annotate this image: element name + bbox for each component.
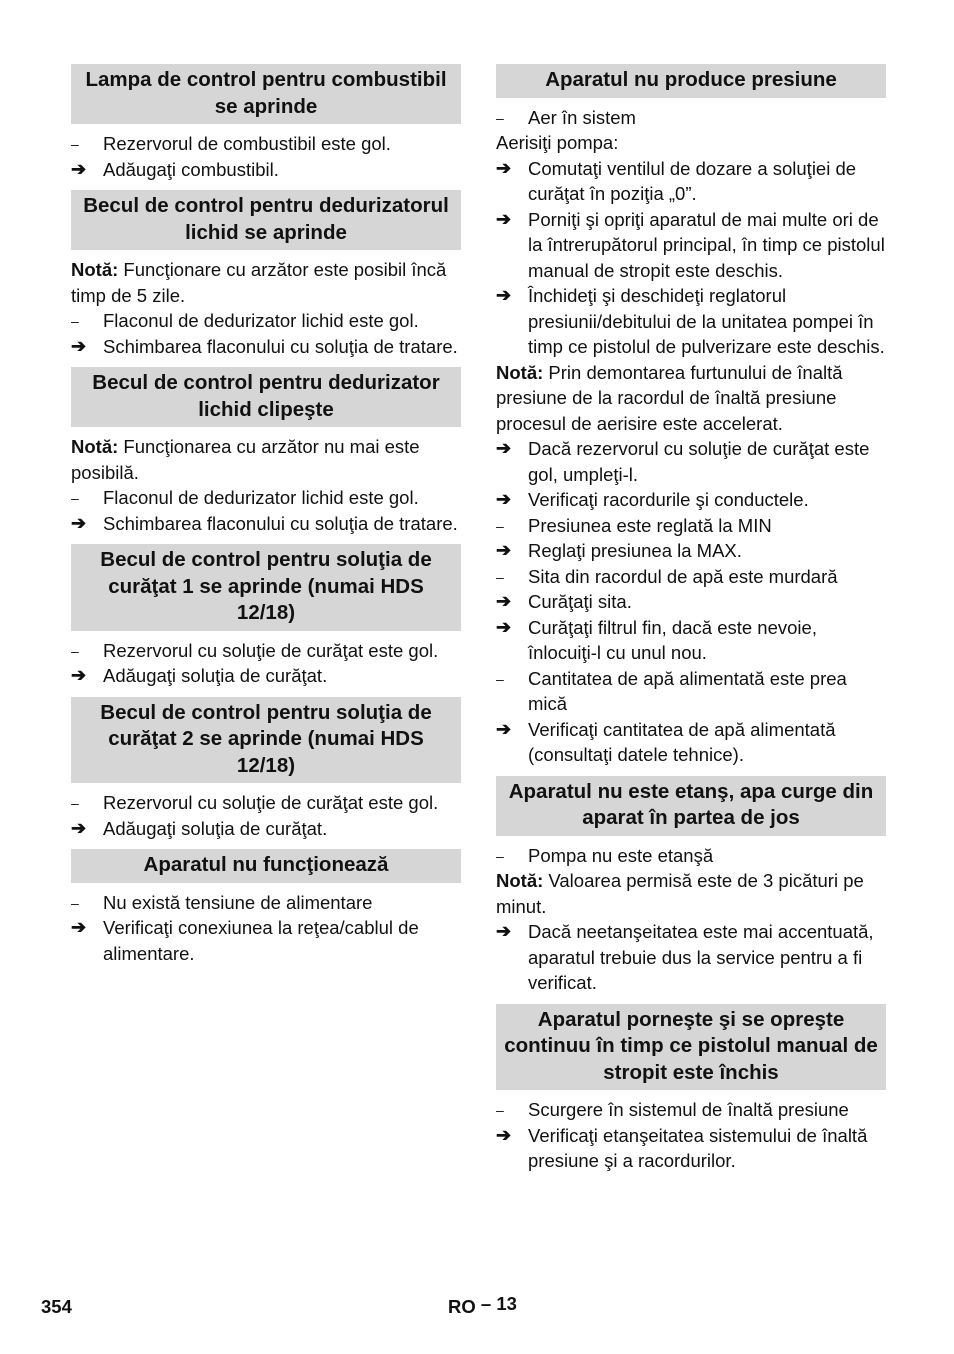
arrow-icon: ➔ [71, 158, 87, 179]
dash-marker: – [71, 795, 79, 811]
arrow-icon: ➔ [496, 285, 512, 305]
remedy-item: ➔ Adăugaţi soluţia de curăţat. [71, 663, 461, 689]
arrow-icon: ➔ [496, 438, 512, 458]
cause-item: – Pompa nu este etanşă [496, 843, 886, 869]
section-heading: Aparatul nu este etanş, apa curge din aparat în partea de jos [496, 776, 886, 836]
cause-item: – Flaconul de dedurizator lichid este gol. [71, 308, 461, 334]
dash-marker: – [71, 490, 79, 506]
arrow-icon: ➔ [496, 540, 512, 560]
arrow-icon: ➔ [496, 1124, 512, 1145]
remedy-item: ➔ Dacă neetanşeitatea este mai accentuată, aparatul trebuie dus la service pentru a fi verificat. [496, 921, 874, 993]
cause-item: – Rezervorul cu soluţie de curăţat este gol. [71, 638, 461, 664]
remedy-item: ➔ Verificaţi racordurile şi conductele. [496, 487, 886, 513]
remedy-item: ➔ Dacă rezervorul cu soluţie de curăţat este gol, umpleţi-l. [496, 438, 870, 485]
section-heading: Aparatul nu funcţionează [71, 849, 461, 883]
arrow-icon: ➔ [496, 208, 512, 229]
left-column [71, 64, 461, 966]
remedy-item: ➔ Adăugaţi soluţia de curăţat. [71, 816, 461, 842]
cause-item: – Scurgere în sistemul de înaltă presiune [496, 1097, 886, 1123]
page-number: 354 [41, 1296, 72, 1317]
dash-marker: – [496, 1102, 504, 1118]
arrow-icon: ➔ [71, 512, 87, 533]
note: Notă: Funcţionarea cu arzător nu mai este posibilă. [71, 436, 420, 483]
remedy-item: ➔ Comutaţi ventilul de dozare a soluţiei de curăţat în poziţia „0”. [496, 157, 857, 204]
section-heading: Becul de control pentru dedurizatorul lichid se aprinde [71, 190, 461, 250]
remedy-item: ➔ Schimbarea flaconului cu soluţia de tratare. [71, 334, 461, 360]
dash-marker: – [71, 642, 79, 659]
dash-marker: – [71, 136, 79, 152]
remedy-item: ➔ Închideţi şi deschideţi reglatorul presiunii/debitului de la unitatea pompei în timp ce pistolul de pulverizare este deschis. [496, 285, 885, 357]
dash-marker: – [71, 894, 79, 911]
section-heading: Aparatul nu produce presiune [496, 64, 886, 98]
dash-marker: – [496, 109, 504, 126]
dash-marker: – [71, 313, 79, 329]
arrow-icon: ➔ [496, 616, 512, 637]
cause-item: – Nu există tensiune de alimentare [71, 890, 461, 916]
section-heading: Becul de control pentru soluţia de curăţat 2 se aprinde (numai HDS 12/18) [71, 697, 461, 784]
note: Notă: Valoarea permisă este de 3 picături pe minut. [496, 870, 864, 917]
dash-marker: – [496, 847, 504, 864]
remedy-item: ➔ Reglaţi presiunea la MAX. [496, 538, 886, 564]
cause-item: – Aer în sistem [496, 105, 886, 131]
arrow-icon: ➔ [496, 489, 512, 509]
arrow-icon: ➔ [71, 817, 87, 838]
language-code: RO [448, 1296, 476, 1317]
cause-item: – Cantitatea de apă alimentată este prea mică [496, 667, 847, 714]
sub-page-number: – 13 [480, 1293, 517, 1314]
arrow-icon: ➔ [496, 157, 512, 178]
footer-label [448, 1293, 517, 1318]
dash-marker: – [496, 670, 504, 687]
section-heading: Lampa de control pentru combustibil se aprinde [71, 64, 461, 124]
section-heading: Becul de control pentru dedurizator lichid clipeşte [71, 367, 461, 427]
remedy-item: ➔ Porniţi şi opriţi aparatul de mai multe ori de la întrerupătorul principal, în timp ce pistolul manual de stropit este deschis. [496, 208, 885, 281]
remedy-item: ➔ Adăugaţi combustibil. [71, 157, 461, 183]
cause-item: – Presiunea este reglată la MIN [496, 513, 886, 539]
arrow-icon: ➔ [71, 665, 87, 685]
cause-item: – Flaconul de dedurizator lichid este gol. [71, 485, 461, 511]
cause-item: – Sita din racordul de apă este murdară [496, 564, 886, 590]
arrow-icon: ➔ [71, 335, 87, 356]
section-heading: Aparatul porneşte şi se opreşte continuu în timp ce pistolul manual de stropit este închis [496, 1004, 886, 1091]
dash-marker: – [496, 517, 504, 534]
arrow-icon: ➔ [71, 917, 87, 937]
remedy-item: ➔ Verificaţi conexiunea la reţea/cablul de alimentare. [71, 917, 419, 964]
dash-marker: – [496, 568, 504, 585]
arrow-icon: ➔ [496, 718, 512, 739]
note: Notă: Prin demontarea furtunului de înaltă presiune de la racordul de înaltă presiune procesul de aerisire este accelerat. [496, 361, 843, 434]
remedy-item: ➔ Curăţaţi filtrul fin, dacă este nevoie, înlocuiţi-l cu unul nou. [496, 616, 817, 663]
remedy-item: ➔ Verificaţi etanşeitatea sistemului de înaltă presiune şi a racordurilor. [496, 1124, 868, 1171]
section-heading: Becul de control pentru soluţia de curăţat 1 se aprinde (numai HDS 12/18) [71, 544, 461, 631]
remedy-item: ➔ Schimbarea flaconului cu soluţia de tratare. [71, 511, 461, 537]
remedy-item: ➔ Curăţaţi sita. [496, 589, 886, 615]
arrow-icon: ➔ [496, 921, 512, 941]
intro-text: Aerisiţi pompa: [496, 132, 619, 153]
cause-item: – Rezervorul cu soluţie de curăţat este gol. [71, 790, 461, 816]
right-column [496, 64, 886, 1174]
remedy-item: ➔ Verificaţi cantitatea de apă alimentată (consultaţi datele tehnice). [496, 718, 836, 765]
arrow-icon: ➔ [496, 591, 512, 611]
note: Notă: Funcţionare cu arzător este posibil încă timp de 5 zile. [71, 259, 447, 306]
cause-item: – Rezervorul de combustibil este gol. [71, 131, 461, 157]
